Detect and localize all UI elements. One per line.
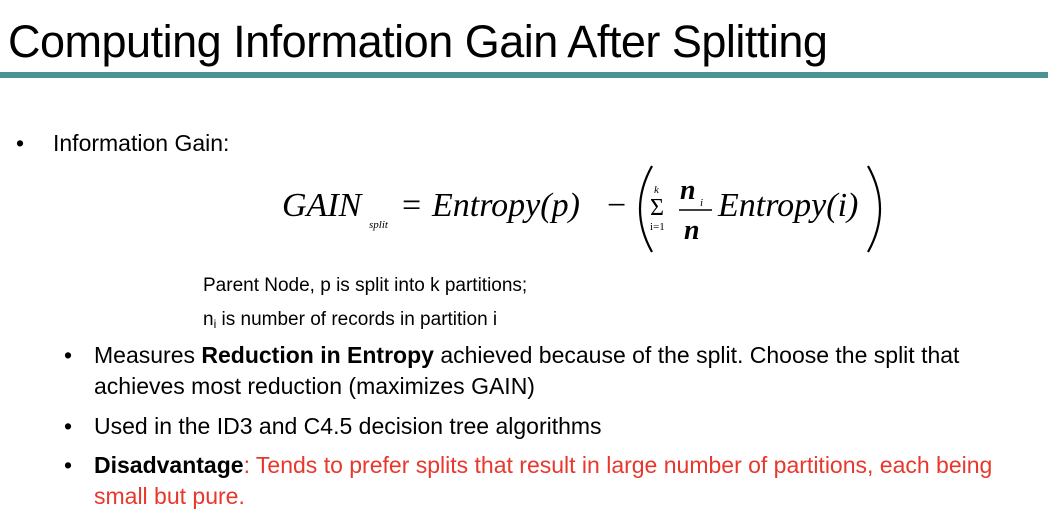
bullet-bold-term: Reduction in Entropy: [201, 342, 434, 368]
disadvantage-text: : Tends to prefer splits that result in large number of partitions, each being small but pure.: [94, 452, 993, 509]
note-records-text: is number of records in partition i: [216, 309, 498, 330]
bullet-text: Used in the ID3 and C4.5 decision tree algorithms: [94, 413, 602, 439]
bullet-reduction-in-entropy: [64, 340, 1039, 402]
note-n: n: [203, 309, 214, 330]
formula-denominator: n: [684, 215, 700, 246]
bullet-dot: •: [64, 452, 73, 478]
disadvantage-label: Disadvantage: [94, 452, 244, 478]
bullet-text-end: achieved because of the split. Choose the split that achieves most reduction (maximizes GAIN): [94, 342, 960, 399]
bullet-text-start: Measures: [94, 342, 202, 368]
formula-sum-symbol: Σ: [650, 195, 664, 221]
formula-sum-upper: k: [654, 184, 659, 196]
bullet-dot: •: [64, 413, 73, 439]
bullet-text: [94, 340, 1039, 402]
formula-gain-subscript: split: [369, 219, 388, 231]
formula-gain: GAIN: [282, 187, 362, 224]
bullet-dot: •: [16, 130, 25, 156]
formula-numerator: n: [680, 175, 696, 206]
formula-numerator-subscript: i: [700, 197, 704, 209]
formula-equals: =: [402, 187, 422, 224]
formula-minus: −: [607, 187, 627, 224]
note-n-subscript: i: [213, 317, 217, 331]
title-divider: [0, 72, 1048, 78]
right-paren: [868, 166, 880, 252]
formula-entropy-child: Entropy(i): [718, 187, 859, 224]
gain-formula: [282, 164, 902, 254]
slide-title: Computing Information Gain After Splitting: [8, 16, 828, 67]
bullet-disadvantage: [64, 450, 1039, 512]
bullet-text: Information Gain:: [53, 130, 230, 156]
bullet-id3-c45: [64, 411, 1039, 442]
note-partitions: Parent Node, p is split into k partitions;: [203, 275, 528, 296]
bullet-dot: •: [64, 342, 73, 368]
formula-sum-lower: i=1: [650, 221, 665, 233]
note-records: [203, 308, 497, 336]
formula-entropy-parent: Entropy(p): [432, 187, 580, 224]
bullet-text: [94, 450, 1039, 512]
